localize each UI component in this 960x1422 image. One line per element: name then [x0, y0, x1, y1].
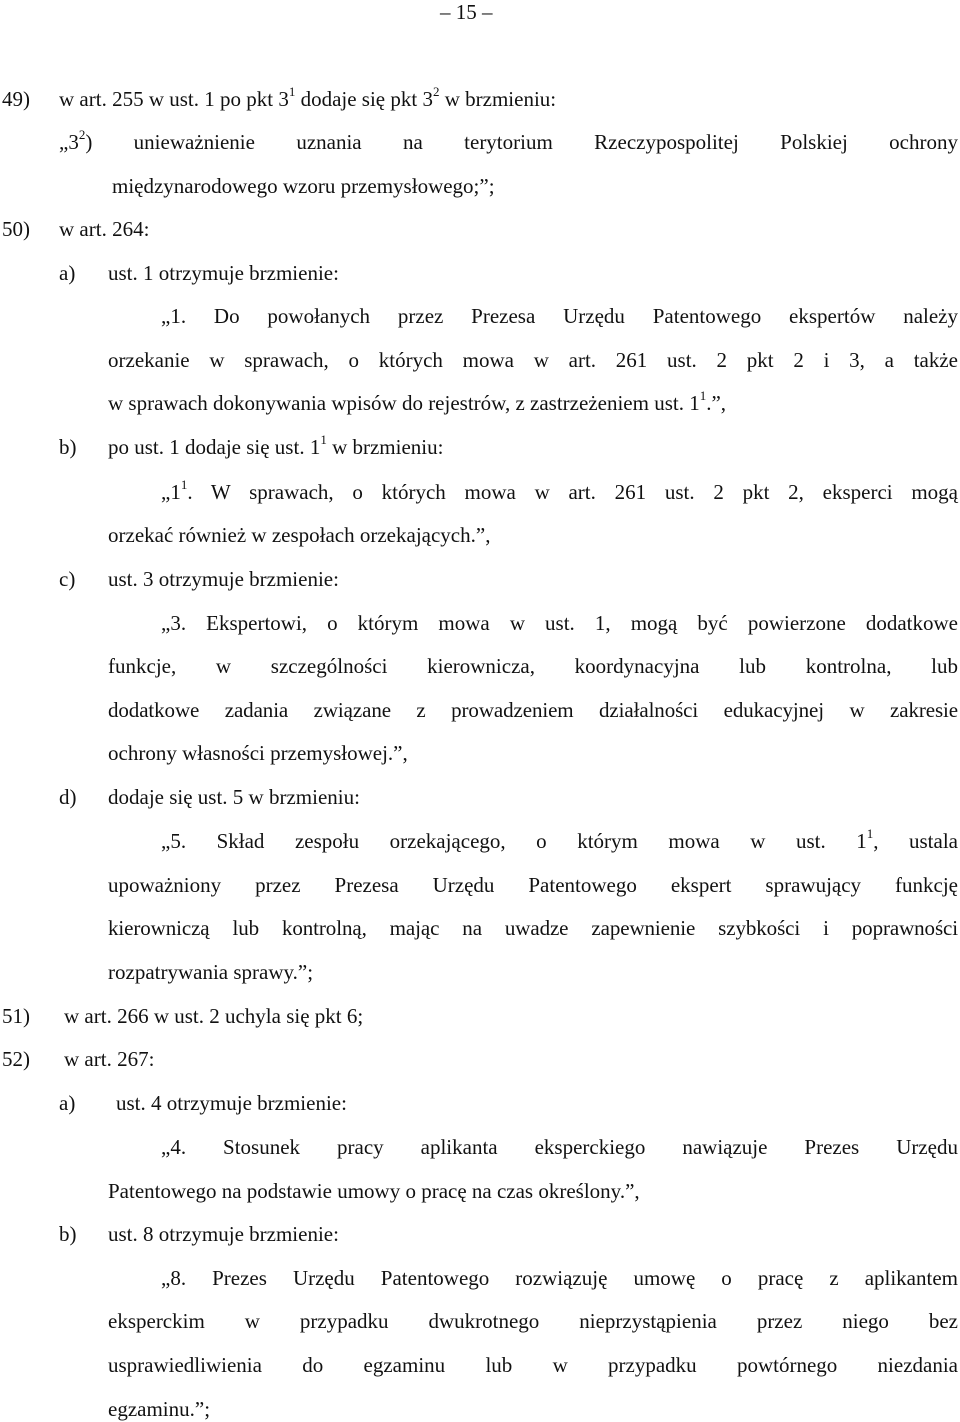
item-text-49: w art. 255 w ust. 1 po pkt $3^1$ dodaje się pkt $3^2$ w brzmieniu: [59, 84, 557, 111]
subitem-label-50c: c) [59, 567, 76, 591]
item-label-50: 50) [2, 217, 30, 241]
item-text-50: w art. 264: [59, 217, 150, 241]
item-text-51: w art. 266 w ust. 2 uchyla się pkt 6; [64, 1004, 364, 1028]
quote-50d-line-4: rozpatrywania sprawy.”; [108, 960, 314, 984]
item-label-49: 49) [2, 87, 30, 111]
subitem-text-50c: ust. 3 otrzymuje brzmienie: [108, 567, 339, 591]
quote-49-line-1: $„3^2$) unieważnienie uznania na terytorium Rzeczypospolitej Polskiej ochrony [59, 127, 958, 154]
subitem-text-50d: dodaje się ust. 5 w brzmieniu: [108, 785, 360, 809]
subitem-label-50b: b) [59, 435, 77, 459]
subitem-label-52a: a) [59, 1091, 76, 1115]
quote-50a-line-3: w sprawach dokonywania wpisów do rejestrów, z zastrzeżeniem ust. $1^1$.”, [108, 388, 727, 415]
quote-50c-line-2: funkcje, w szczególności kierownicza, koordynacyjna lub kontrolna, lub [108, 654, 958, 678]
subitem-text-52a: ust. 4 otrzymuje brzmienie: [116, 1091, 347, 1115]
quote-50b-line-1: $„1^1$. W sprawach, o których mowa w art. 261 ust. 2 pkt 2, eksperci mogą [161, 477, 958, 504]
subitem-label-50d: d) [59, 785, 77, 809]
quote-50c-line-4: ochrony własności przemysłowej.”, [108, 741, 408, 765]
quote-50c-line-1: „3. Ekspertowi, o którym mowa w ust. 1, mogą być powierzone dodatkowe [161, 611, 958, 635]
item-label-51: 51) [2, 1004, 30, 1028]
quote-50c-line-3: dodatkowe zadania związane z prowadzeniem działalności edukacyjnej w zakresie [108, 698, 958, 722]
quote-50b-line-2: orzekać również w zespołach orzekających.”, [108, 523, 491, 547]
subitem-text-50b: po ust. 1 dodaje się ust. $1^1$ w brzmieniu: [108, 432, 444, 459]
quote-52a-line-1: „4. Stosunek pracy aplikanta eksperckiego nawiązuje Prezes Urzędu [161, 1135, 958, 1159]
quote-52b-line-3: usprawiedliwienia do egzaminu lub w przypadku powtórnego niezdania [108, 1353, 958, 1377]
quote-52b-line-1: „8. Prezes Urzędu Patentowego rozwiązuję umowę o pracę z aplikantem [161, 1266, 958, 1290]
quote-50d-line-1: „5. Skład zespołu orzekającego, o którym mowa w ust. $1^1$, ustala [161, 826, 958, 853]
quote-50a-line-2: orzekanie w sprawach, o których mowa w art. 261 ust. 2 pkt 2 i 3, a także [108, 348, 958, 372]
quote-52a-line-2: Patentowego na podstawie umowy o pracę na czas określony.”, [108, 1179, 640, 1203]
quote-50a-line-1: „1. Do powołanych przez Prezesa Urzędu Patentowego ekspertów należy [161, 304, 958, 328]
subitem-text-52b: ust. 8 otrzymuje brzmienie: [108, 1222, 339, 1246]
quote-50d-line-2: upoważniony przez Prezesa Urzędu Patentowego ekspert sprawujący funkcję [108, 873, 958, 897]
item-label-52: 52) [2, 1047, 30, 1071]
subitem-text-50a: ust. 1 otrzymuje brzmienie: [108, 261, 339, 285]
item-text-52: w art. 267: [64, 1047, 155, 1071]
quote-49-line-2: międzynarodowego wzoru przemysłowego;”; [112, 174, 495, 198]
page-number: – 15 – [440, 0, 493, 24]
subitem-label-50a: a) [59, 261, 76, 285]
quote-52b-line-2: eksperckim w przypadku dwukrotnego nieprzystąpienia przez niego bez [108, 1309, 958, 1333]
quote-52b-line-4: egzaminu.”; [108, 1397, 211, 1421]
subitem-label-52b: b) [59, 1222, 77, 1246]
quote-50d-line-3: kierowniczą lub kontrolną, mając na uwadze zapewnienie szybkości i poprawności [108, 916, 958, 940]
